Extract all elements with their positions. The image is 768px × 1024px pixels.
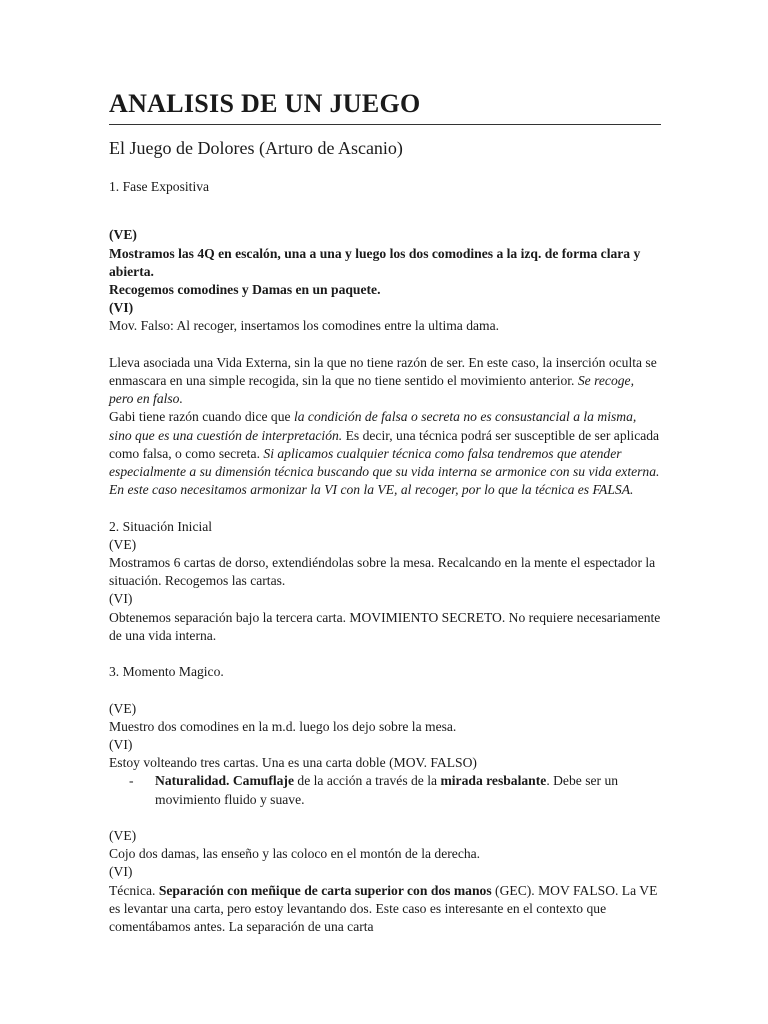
- section-2-vi-label: (VI): [109, 591, 133, 607]
- section-1-ve-text-2: Recogemos comodines y Damas en un paquete.: [109, 282, 381, 297]
- document-title: ANALISIS DE UN JUEGO: [109, 89, 421, 118]
- document-subtitle: El Juego de Dolores (Arturo de Ascanio): [109, 138, 403, 158]
- section-3-ve-text-2: Cojo dos damas, las enseño y las coloco en el montón de la derecha.: [109, 846, 481, 862]
- vi2-text-a: Técnica.: [109, 882, 156, 898]
- paragraph-2-c: Es decir, una técnica podrá ser susceptible de ser aplicada como falsa, o como secreta.: [109, 427, 660, 461]
- section-1-ve-label: (VE): [109, 227, 137, 243]
- section-3-ve-text-1: Muestro dos comodines en la m.d. luego los dejo sobre la mesa.: [109, 718, 457, 734]
- section-3-ve-label-2: (VE): [109, 828, 137, 844]
- bullet-bold-3: mirada resbalante: [440, 773, 547, 789]
- list-item: [109, 772, 661, 808]
- bullet-bold-1: Naturalidad: [155, 773, 227, 789]
- section-1-ve-text: Mostramos las 4Q en escalón, una a una y luego los dos comodines a la izq. de forma clara y abierta.: [109, 245, 641, 279]
- section-1-vi-text: Mov. Falso: Al recoger, insertamos los comodines entre la ultima dama.: [109, 318, 500, 334]
- paragraph-1-text: Lleva asociada una Vida Externa, sin la que no tiene razón de ser. En este caso, la inserción oculta se enmascara en una simple recogida, sin la que no tiene sentido el movimiento anterior.: [109, 354, 657, 388]
- bullet-text-2: . Debe ser un movimiento fluido y suave.: [155, 773, 619, 807]
- section-3-heading: 3. Momento Magico.: [109, 664, 224, 680]
- section-1-paragraph-1: [109, 354, 661, 409]
- section-3-vi-label-2: (VI): [109, 864, 133, 880]
- section-2-heading: 2. Situación Inicial: [109, 518, 213, 534]
- bullet-text-1: de la acción a través de la: [297, 773, 438, 789]
- bullet-separator: .: [226, 773, 230, 789]
- paragraph-2-a: Gabi tiene razón cuando dice que: [109, 409, 291, 425]
- list-bullet: -: [129, 773, 134, 789]
- section-2-vi-text: Obtenemos separación bajo la tercera carta. MOVIMIENTO SECRETO. No requiere necesariamente de una vida interna.: [109, 609, 661, 643]
- section-1-paragraph-3: En este caso necesitamos armonizar la VI con la VE, al recoger, por lo que la técnica es FALSA.: [109, 482, 634, 498]
- vi2-text-c: (GEC). MOV FALSO. La VE es levantar una carta, pero estoy levantando dos. Este caso es interesante en el contexto que comentábamos antes. La separación de una carta: [109, 882, 658, 935]
- vi2-text-bold: Separación con meñique de carta superior con dos manos: [158, 882, 492, 898]
- section-1-vi-label: (VI): [109, 300, 134, 316]
- title-divider: [109, 124, 661, 125]
- paragraph-1-italic: Se recoge, pero en falso.: [109, 373, 634, 407]
- section-3-vi-text-1: Estoy volteando tres cartas. Una es una carta doble (MOV. FALSO): [109, 755, 477, 771]
- paragraph-2-b: la condición de falsa o secreta no es consustancial a la misma, sino que es una cuestión de interpretación.: [109, 409, 637, 443]
- section-2-ve-label: (VE): [109, 536, 137, 552]
- section-1-heading: 1. Fase Expositiva: [109, 179, 210, 194]
- section-2-ve-text: Mostramos 6 cartas de dorso, extendiéndolas sobre la mesa. Recalcando en la mente el espectador la situación. Recogemos las cartas.: [109, 555, 656, 589]
- section-3-vi-label-1: (VI): [109, 737, 133, 753]
- section-1-paragraph-2: [109, 408, 661, 481]
- document-body: [109, 84, 661, 936]
- bullet-bold-2: Camuflaje: [232, 773, 294, 789]
- section-3-ve-label-1: (VE): [109, 700, 137, 716]
- section-3-vi-text-2: [109, 882, 661, 937]
- paragraph-2-d: Si aplicamos cualquier técnica como falsa tendremos que atender especialmente a su dimensión técnica buscando que su vida interna se armonice con su vida externa.: [109, 445, 660, 480]
